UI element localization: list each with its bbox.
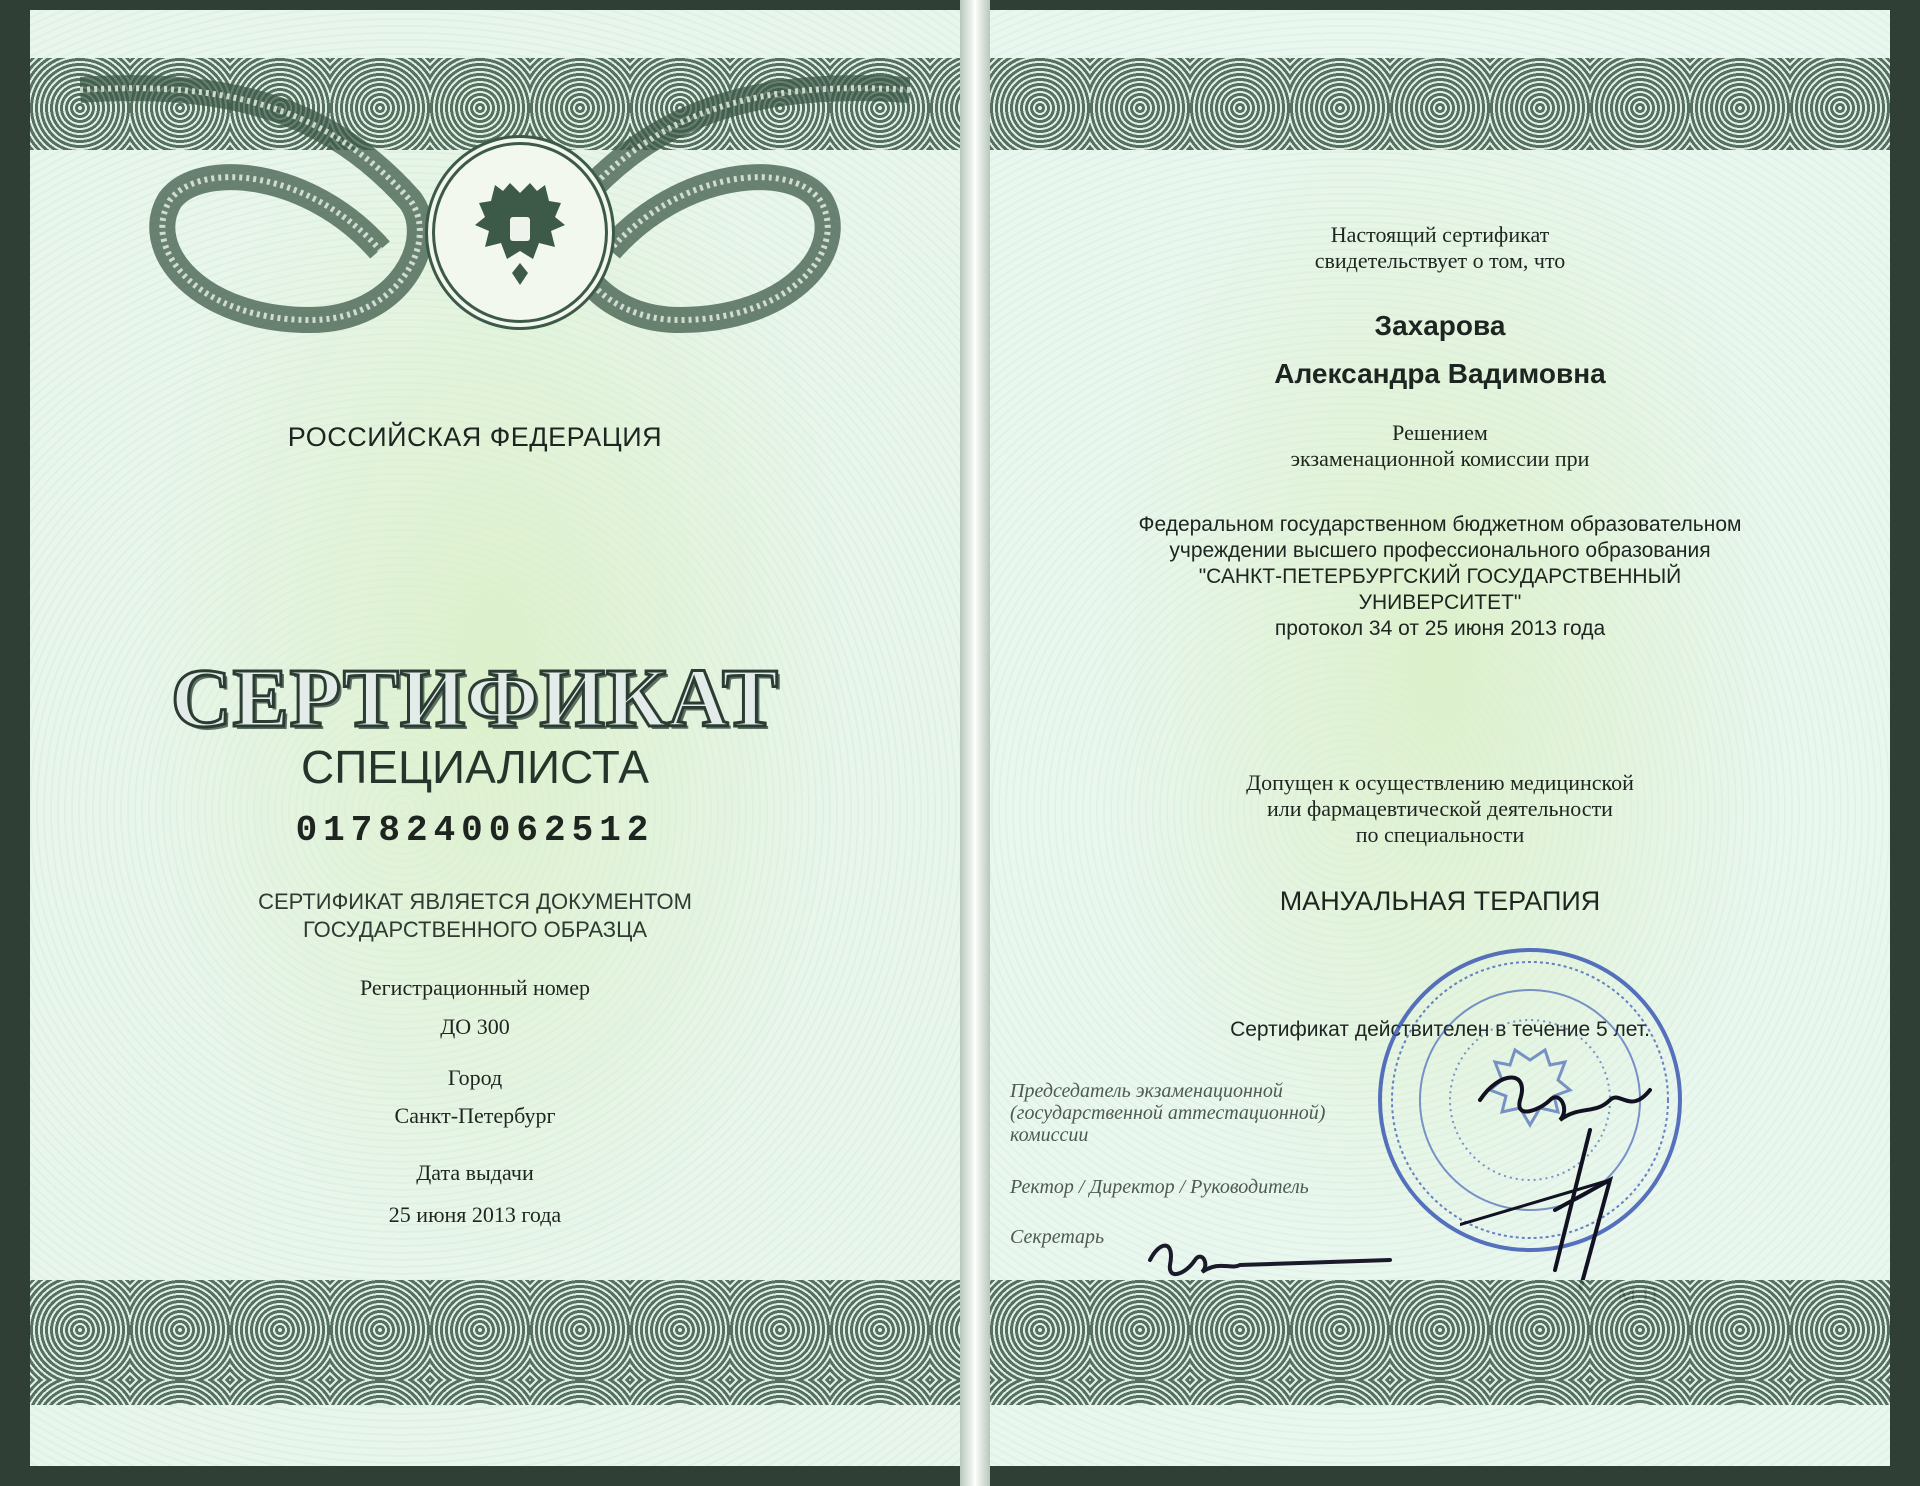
certificate-left-page <box>30 10 960 1466</box>
city-value: Санкт-Петербург <box>394 1103 556 1128</box>
bottom-guilloche-band <box>30 1280 960 1405</box>
chair-line1: Председатель экзаменационной <box>1010 1080 1283 1102</box>
institution-block <box>990 512 1890 642</box>
issue-date-value: 25 июня 2013 года <box>388 1202 562 1227</box>
city-label: Город <box>447 1065 503 1090</box>
document-note-line1: СЕРТИФИКАТ ЯВЛЯЕТСЯ ДОКУМЕНТОМ <box>258 889 692 914</box>
chair-line3: комиссии <box>1010 1124 1089 1146</box>
binding-cord <box>960 0 990 1486</box>
validity-text: Сертификат действителен в течение 5 лет. <box>1230 1018 1650 1041</box>
holder-surname: Захарова <box>1374 310 1506 341</box>
decision-line2: экзаменационной комиссии при <box>1290 446 1590 471</box>
double-headed-eagle-icon <box>465 173 575 293</box>
certificate-subtitle: СПЕЦИАЛИСТА <box>301 741 649 793</box>
document-note <box>140 888 810 944</box>
holder-given-names: Александра Вадимовна <box>1274 358 1606 389</box>
emblem-ornament <box>80 50 910 340</box>
chairman-caption <box>1010 1080 1325 1146</box>
institution-line1: Федеральном государственном бюджетном образовательном <box>1138 513 1742 536</box>
serial-number: 0178240062512 <box>295 810 655 851</box>
chair-line2: (государственной аттестационной) <box>1010 1102 1326 1124</box>
decision-text <box>990 420 1890 472</box>
admission-line1: Допущен к осуществлению медицинской <box>1246 770 1634 795</box>
rector-caption: Ректор / Директор / Руководитель <box>1010 1176 1309 1198</box>
decision-line1: Решением <box>1392 420 1488 445</box>
registration-label: Регистрационный номер <box>359 975 591 1000</box>
secretary-caption: Секретарь <box>1010 1226 1105 1248</box>
top-guilloche-band-right <box>990 58 1890 150</box>
document-note-line2: ГОСУДАРСТВЕННОГО ОБРАЗЦА <box>302 917 648 942</box>
intro-text <box>990 222 1890 274</box>
bottom-guilloche-band-right <box>990 1280 1890 1405</box>
institution-line3: "САНКТ-ПЕТЕРБУРГСКИЙ ГОСУДАРСТВЕННЫЙ <box>1198 565 1682 588</box>
certificate-right-page <box>990 10 1890 1466</box>
specialty-name: МАНУАЛЬНАЯ ТЕРАПИЯ <box>1279 886 1601 916</box>
protocol-line: протокол 34 от 25 июня 2013 года <box>1274 617 1606 640</box>
emblem-medallion <box>425 135 615 330</box>
certificate-title: СЕРТИФИКАТ <box>170 652 780 745</box>
admission-text <box>990 770 1890 848</box>
registration-value: ДО 300 <box>440 1014 510 1039</box>
admission-line3: по специальности <box>1355 822 1525 847</box>
issue-date-label: Дата выдачи <box>416 1160 534 1185</box>
institution-line4: УНИВЕРСИТЕТ" <box>1358 591 1522 614</box>
intro-line1: Настоящий сертификат <box>1330 222 1550 247</box>
admission-line2: или фармацевтической деятельности <box>1267 796 1613 821</box>
country-name: РОССИЙСКАЯ ФЕДЕРАЦИЯ <box>287 422 663 452</box>
institution-line2: учреждении высшего профессионального образования <box>1169 539 1711 562</box>
intro-line2: свидетельствует о том, что <box>1314 248 1566 273</box>
